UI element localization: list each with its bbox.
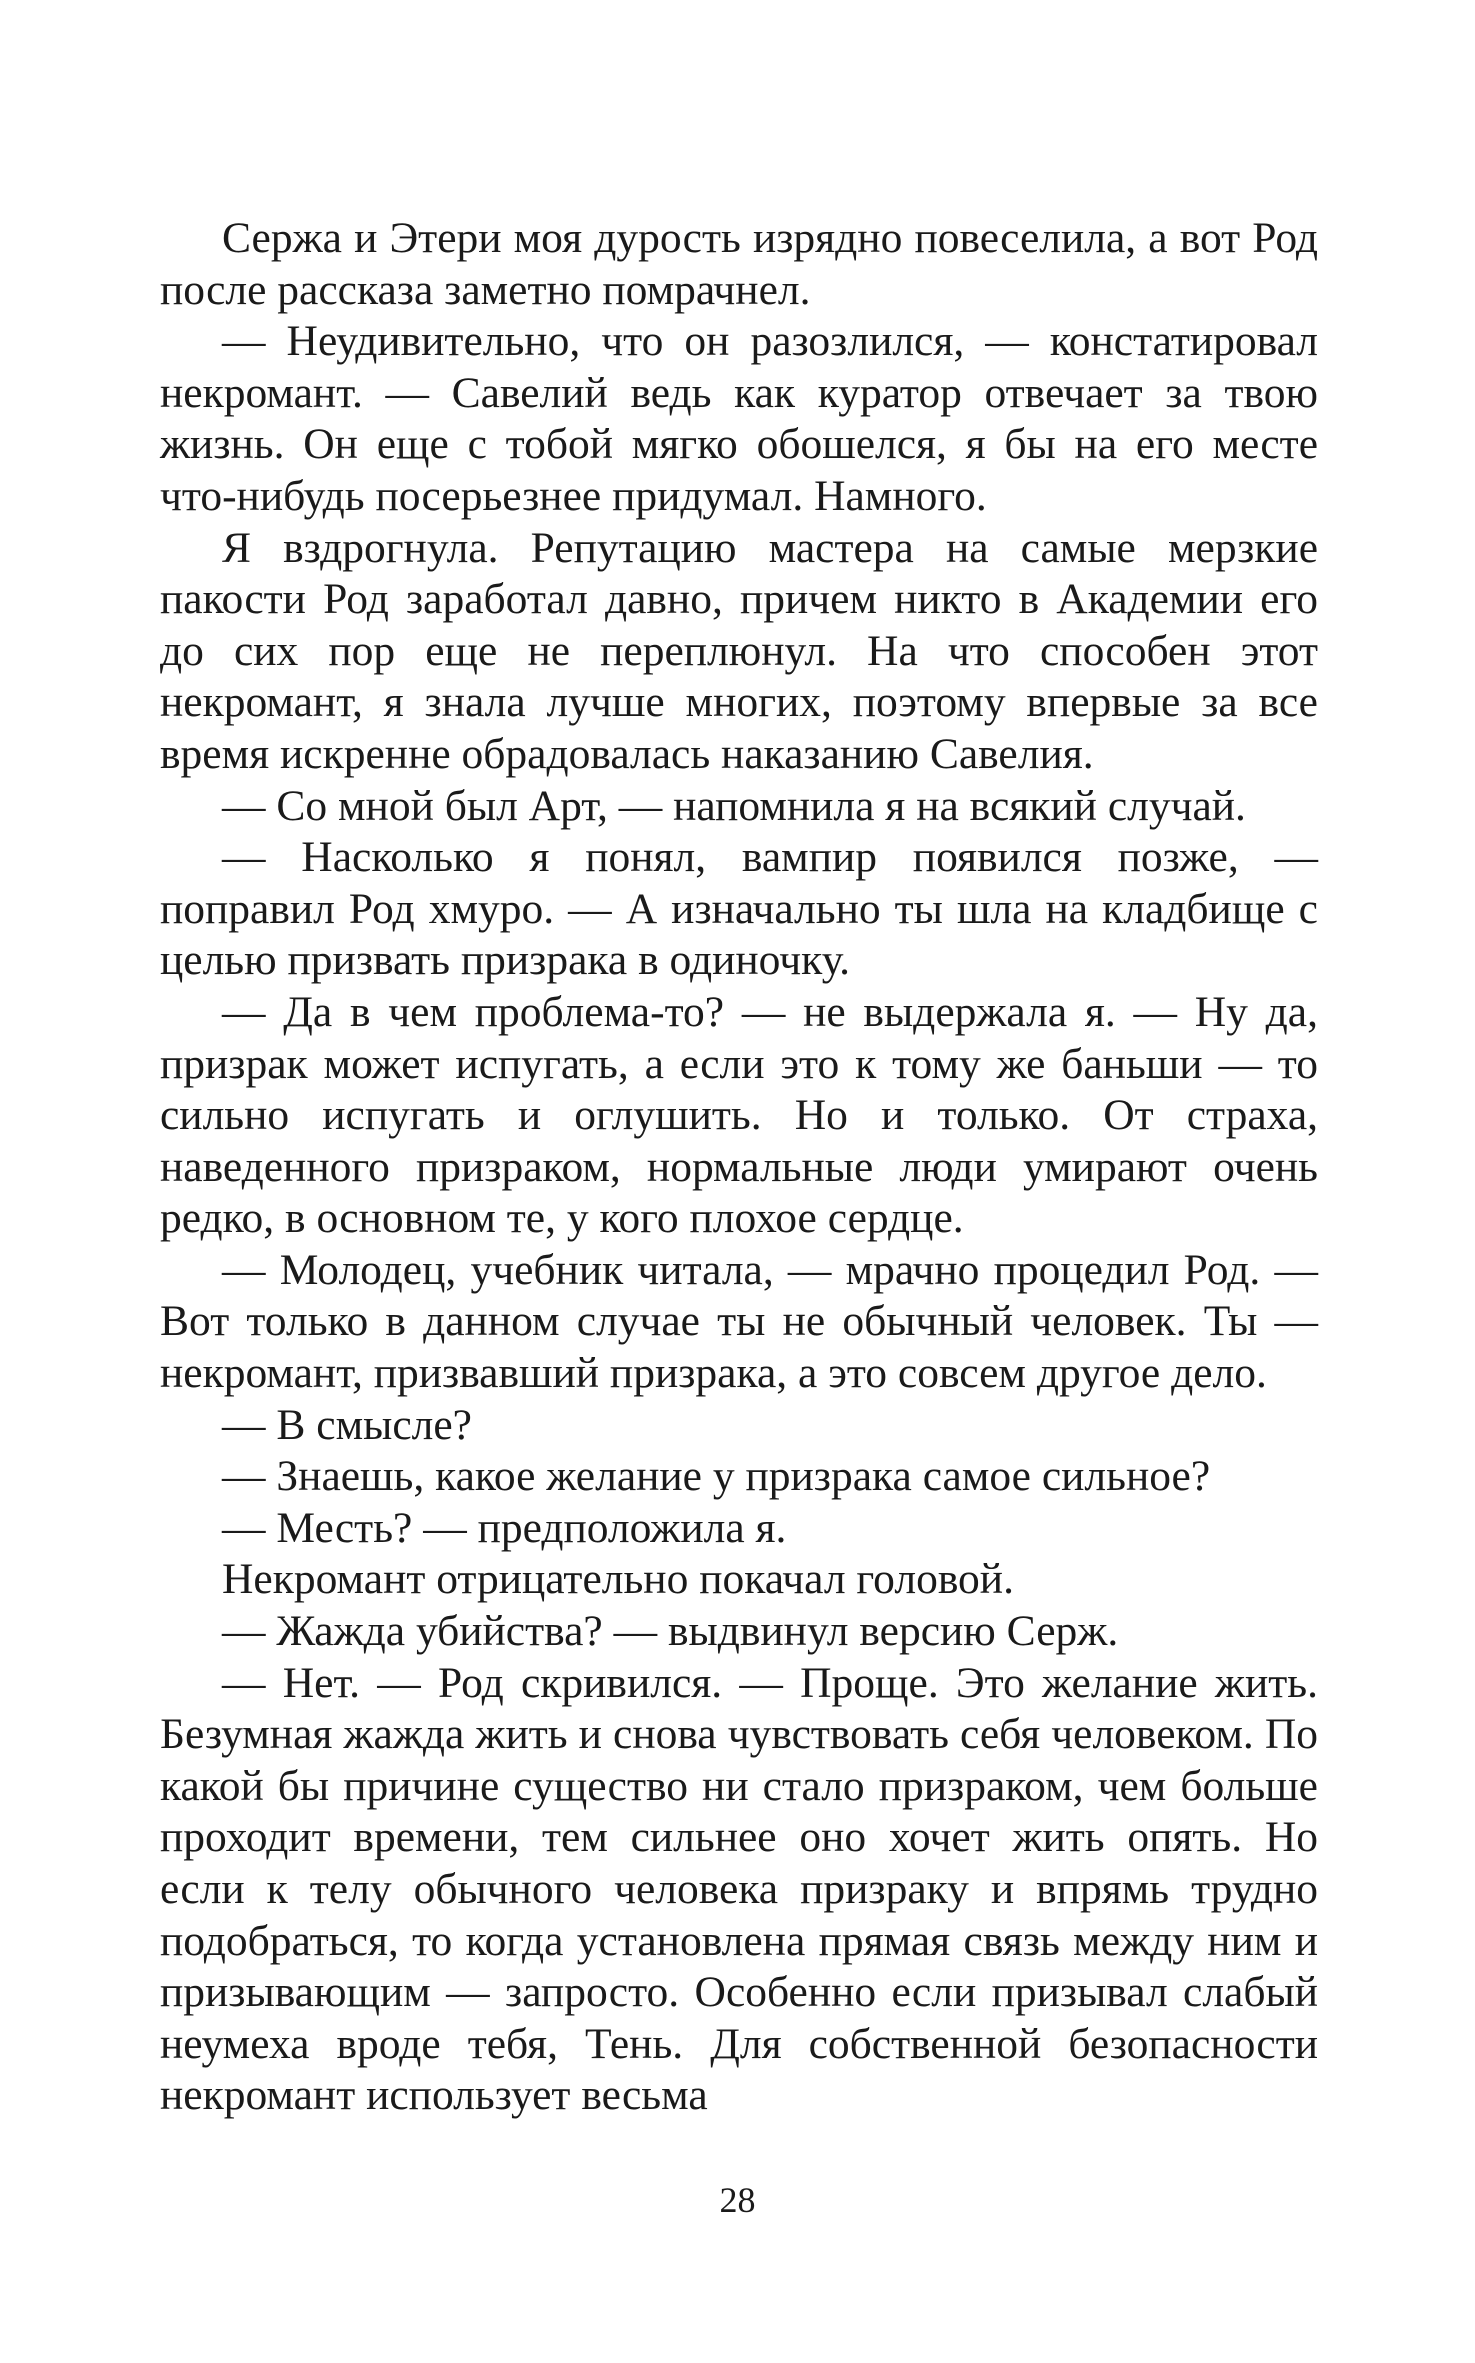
paragraph: — Насколько я понял, вампир появился позже, — поправил Род хмуро. — А изначально ты шла на кладбище с целью призвать призрака в одиночку. (160, 833, 1318, 985)
paragraph: — Да в чем проблема-то? — не выдержала я. — Ну да, призрак может испугать, а если это к тому же баньши — то сильно испугать и оглушить. Но и только. От страха, наведенного призраком, нормальные люди умирают очень редко, в основном те, у кого плохое сердце. (160, 987, 1318, 1243)
paragraph: — Неудивительно, что он разозлился, — констатировал некромант. — Савелий ведь как куратор отвечает за твою жизнь. Он еще с тобой мягко обошелся, я бы на его месте что-нибудь посерьезнее придумал. Намного. (160, 317, 1318, 520)
page-body-text (160, 213, 1318, 2122)
paragraph: — Жажда убийства? — выдвинул версию Серж. (222, 1607, 1119, 1656)
paragraph: Сержа и Этери моя дурость изрядно повеселила, а вот Род после рассказа заметно помрачнел. (160, 214, 1318, 314)
paragraph: — Молодец, учебник читала, — мрачно процедил Род. — Вот только в данном случае ты не обычный человек. Ты — некромант, призвавший призрака, а это совсем другое дело. (160, 1245, 1318, 1398)
paragraph: — Знаешь, какое желание у призрака самое сильное? (222, 1452, 1211, 1501)
paragraph: — Со мной был Арт, — напомнила я на всякий случай. (222, 781, 1246, 830)
paragraph: — В смысле? (222, 1400, 472, 1449)
paragraph: Некромант отрицательно покачал головой. (222, 1555, 1014, 1604)
paragraph: — Месть? — предположила я. (222, 1503, 787, 1552)
paragraph: — Нет. — Род скривился. — Проще. Это желание жить. Безумная жажда жить и снова чувствовать себя человеком. По какой бы причине существо ни стало призраком, чем больше проходит времени, тем сильнее оно хочет жить опять. Но если к телу обычного человека призраку и впрямь трудно подобраться, то когда установлена прямая связь между ним и призывающим — запросто. Особенно если призывал слабый неумеха вроде тебя, Тень. Для собственной безопасности некромант использует весьма (160, 1658, 1318, 2120)
page-number: 28 (719, 2180, 756, 2220)
paragraph: Я вздрогнула. Репутацию мастера на самые мерзкие пакости Род заработал давно, причем никто в Академии его до сих пор еще не переплюнул. На что способен этот некромант, я знала лучше многих, поэтому впервые за все время искренне обрадовалась наказанию Савелия. (160, 523, 1318, 778)
